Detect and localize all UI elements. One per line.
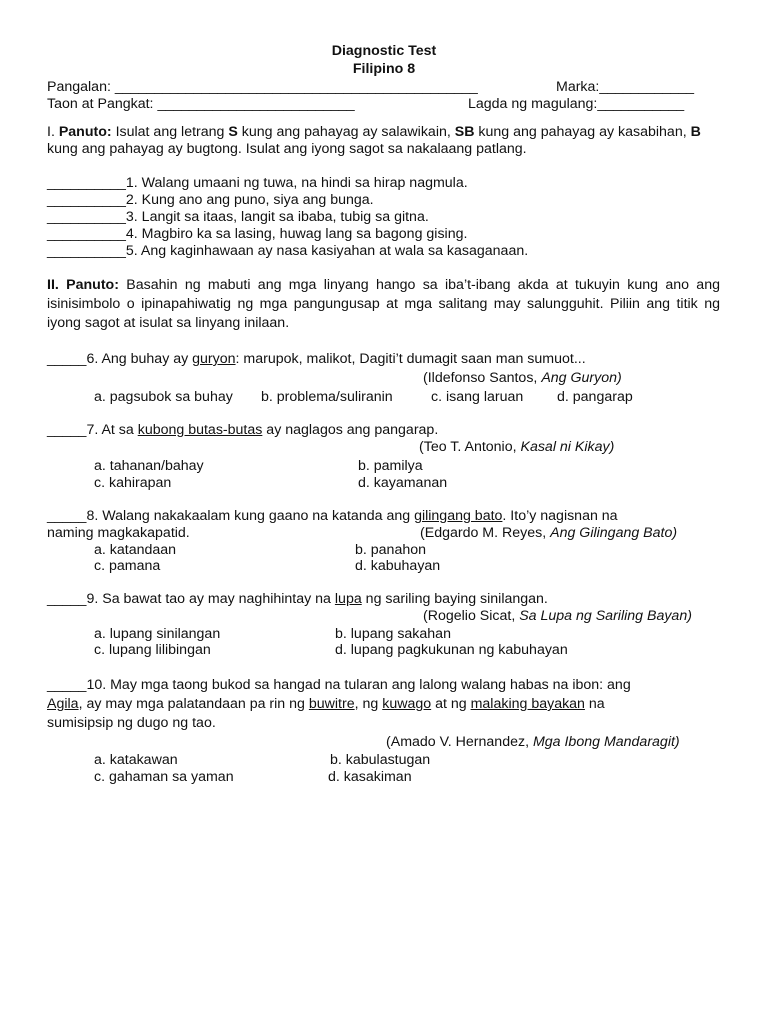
- question-10[interactable]: _____10. May mga taong bukod sa hangad na tularan ang lalong walang habas na ibon: ang: [47, 677, 631, 693]
- q9-option-d[interactable]: d. lupang pagkukunan ng kabuhayan: [335, 642, 568, 658]
- q10-option-d[interactable]: d. kasakiman: [328, 769, 412, 785]
- q9-option-b[interactable]: b. lupang sakahan: [335, 626, 451, 642]
- name-label: Pangalan:: [47, 79, 115, 95]
- section-label: Taon at Pangkat:: [47, 96, 158, 112]
- underlined-word: malaking bayakan: [470, 696, 585, 712]
- question-6[interactable]: _____6. Ang buhay ay guryon: marupok, malikot, Dagiti’t dumagit saan man sumuot...: [47, 351, 586, 367]
- part2-panuto-label: II. Panuto:: [47, 277, 119, 293]
- q7-option-a[interactable]: a. tahanan/bahay: [94, 458, 204, 474]
- part2-instructions: II. Panuto: Basahin ng mabuti ang mga linyang hango sa iba’t-ibang akda at tukuyin kung ano ang isinisimbolo o ipinapahiwatig ng mga pangungusap at mga salitang may salungguhit. Piliin ang titik ng iyong sagot at isulat sa linyang inilaan.: [47, 277, 720, 331]
- underlined-word: guryon: [192, 351, 236, 367]
- underlined-word: kubong butas-butas: [137, 422, 263, 438]
- q6-option-c[interactable]: c. isang laruan: [431, 389, 524, 405]
- q9-source: (Rogelio Sicat, Sa Lupa ng Sariling Bayan): [423, 608, 692, 624]
- question-8[interactable]: _____8. Walang nakakaalam kung gaano na katanda ang gilingang bato. Ito’y nagisnan na: [47, 508, 618, 524]
- q8-option-b[interactable]: b. panahon: [355, 542, 427, 558]
- panuto-label: Panuto:: [58, 124, 112, 140]
- name-field[interactable]: ______________________________________________: [114, 79, 478, 95]
- q10-source: (Amado V. Hernandez, Mga Ibong Mandaragit): [386, 734, 680, 750]
- question-7[interactable]: _____7. At sa kubong butas-butas ay naglagos ang pangarap.: [47, 422, 439, 438]
- question-8-line-2: naming magkakapatid.: [47, 525, 190, 541]
- underlined-word: buwitre: [308, 696, 355, 712]
- section-row: [47, 96, 355, 113]
- q6-option-d[interactable]: d. pangarap: [557, 389, 633, 405]
- q6-source: (Ildefonso Santos, Ang Guryon): [423, 370, 622, 386]
- signature-row: [468, 96, 684, 113]
- section-field[interactable]: _________________________: [157, 96, 355, 112]
- q10-option-c[interactable]: c. gahaman sa yaman: [94, 769, 234, 785]
- q7-option-c[interactable]: c. kahirapan: [94, 475, 172, 491]
- underlined-word: kuwago: [382, 696, 432, 712]
- q10-option-a[interactable]: a. katakawan: [94, 752, 178, 768]
- page-title: Diagnostic Test: [331, 43, 437, 59]
- underlined-word: gilingang bato: [414, 508, 503, 524]
- part1-item-5[interactable]: __________5. Ang kaginhawaan ay nasa kasiyahan at wala sa kasaganaan.: [47, 243, 529, 259]
- q8-source: (Edgardo M. Reyes, Ang Gilingang Bato): [420, 525, 678, 541]
- part1-item-4[interactable]: __________4. Magbiro ka sa lasing, huwag lang sa bagong gising.: [47, 226, 468, 242]
- q7-source: (Teo T. Antonio, Kasal ni Kikay): [419, 439, 615, 455]
- underlined-word: Agila: [47, 696, 79, 712]
- q8-option-d[interactable]: d. kabuhayan: [355, 558, 441, 574]
- question-9[interactable]: _____9. Sa bawat tao ay may naghihintay na lupa ng sariling baying sinilangan.: [47, 591, 548, 607]
- question-10-line-3: sumisipsip ng dugo ng tao.: [47, 715, 216, 731]
- signature-field[interactable]: ___________: [597, 96, 685, 112]
- part1-item-3[interactable]: __________3. Langit sa itaas, langit sa ibaba, tubig sa gitna.: [47, 209, 429, 225]
- q9-option-a[interactable]: a. lupang sinilangan: [94, 626, 221, 642]
- name-row: [47, 79, 478, 96]
- q6-option-a[interactable]: a. pagsubok sa buhay: [94, 389, 233, 405]
- part1-item-1[interactable]: __________1. Walang umaani ng tuwa, na hindi sa hirap nagmula.: [47, 175, 468, 191]
- part1-item-2[interactable]: __________2. Kung ano ang puno, siya ang bunga.: [47, 192, 374, 208]
- q6-option-b[interactable]: b. problema/suliranin: [261, 389, 393, 405]
- q8-option-c[interactable]: c. pamana: [94, 558, 161, 574]
- part1-instructions: I. Panuto: Isulat ang letrang S kung ang pahayag ay salawikain, SB kung ang pahayag ay kasabihan, B kung ang pahayag ay bugtong. Isulat ang iyong sagot sa nakalaang patlang.: [47, 124, 701, 157]
- q7-option-b[interactable]: b. pamilya: [358, 458, 423, 474]
- q9-option-c[interactable]: c. lupang lilibingan: [94, 642, 211, 658]
- score-row: [556, 79, 694, 96]
- signature-label: Lagda ng magulang:: [468, 96, 598, 112]
- page-subtitle: Filipino 8: [352, 61, 416, 77]
- underlined-word: lupa: [334, 591, 362, 607]
- score-label: Marka:: [556, 79, 600, 95]
- score-field[interactable]: ____________: [599, 79, 695, 95]
- q8-option-a[interactable]: a. katandaan: [94, 542, 177, 558]
- question-10-line-2: Agila, ay may mga palatandaan pa rin ng buwitre, ng kuwago at ng malaking bayakan na: [47, 696, 605, 712]
- q7-option-d[interactable]: d. kayamanan: [358, 475, 448, 491]
- q10-option-b[interactable]: b. kabulastugan: [330, 752, 431, 768]
